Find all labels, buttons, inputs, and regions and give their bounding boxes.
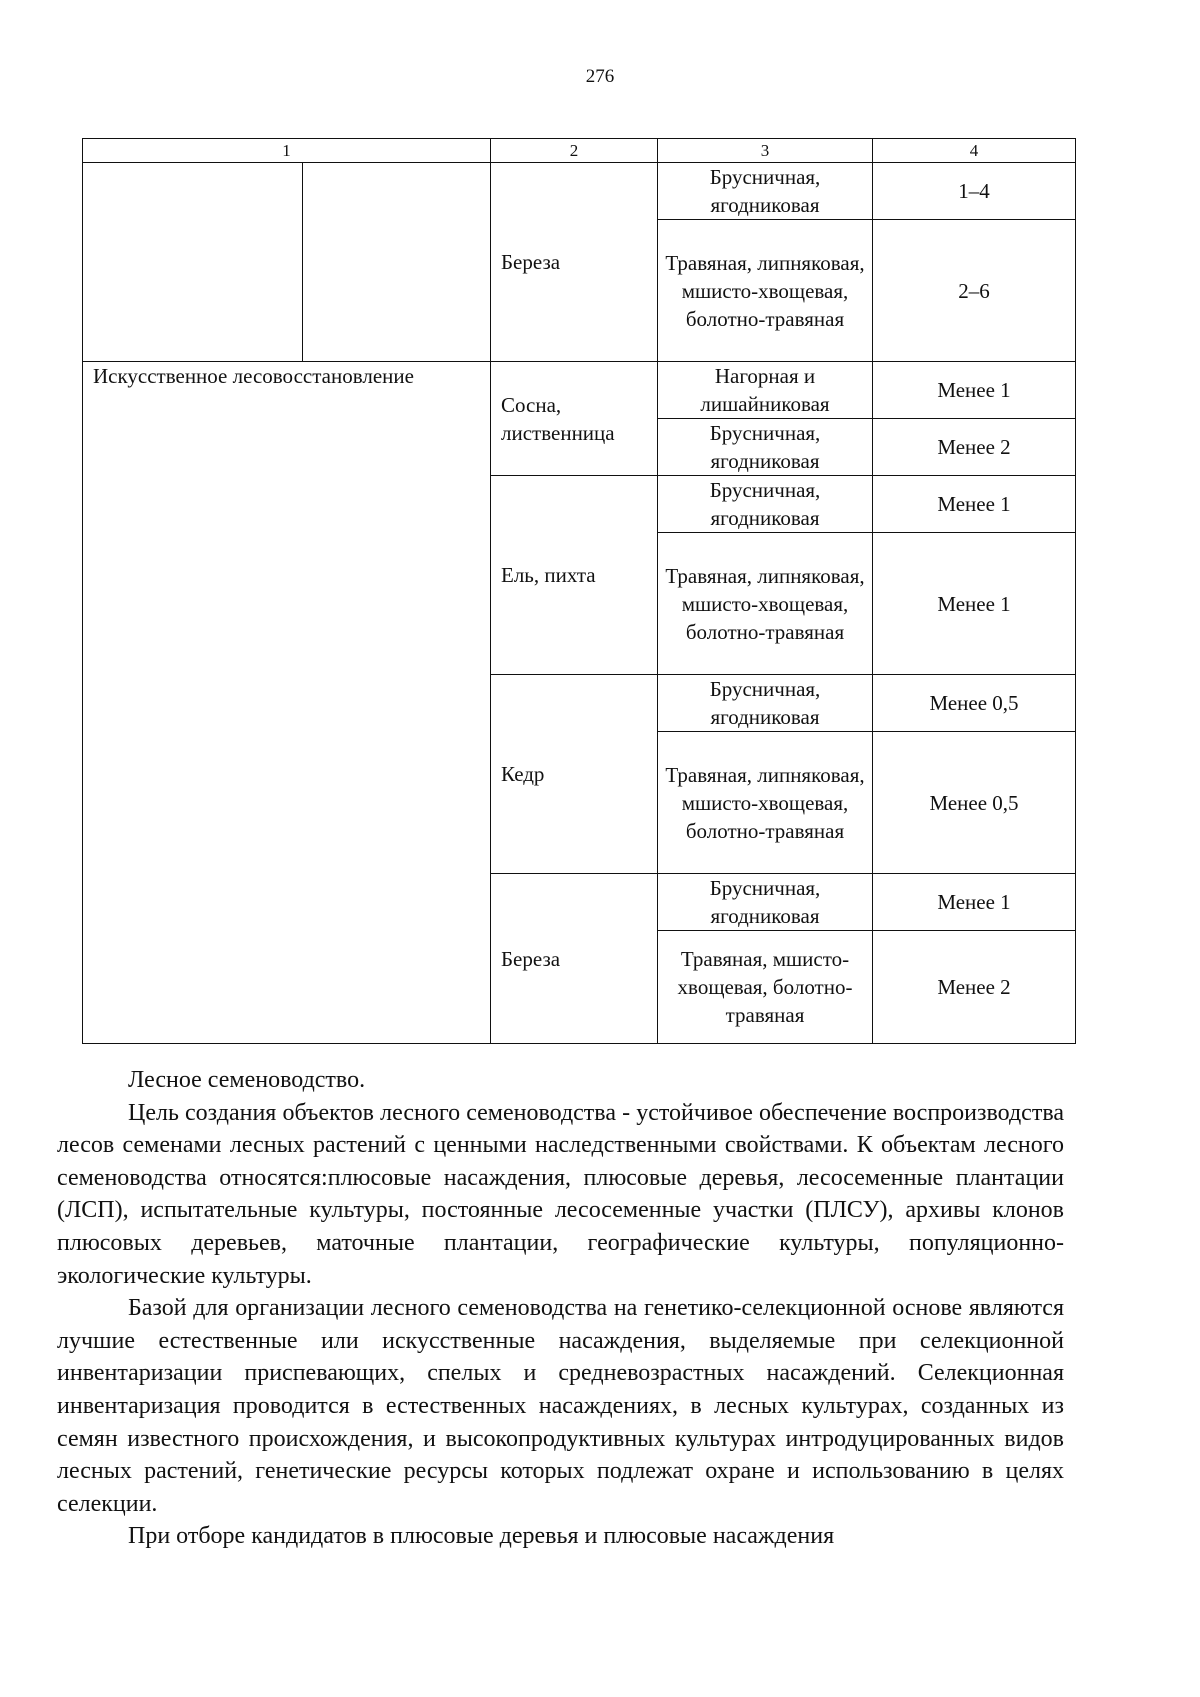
forest-type-cell: Травяная, липняковая, мшисто-хвощевая, болотно-травяная bbox=[658, 533, 873, 675]
value-cell: Менее 2 bbox=[873, 931, 1076, 1044]
body-text bbox=[57, 1064, 1064, 1553]
forest-type-cell: Брусничная, ягодниковая bbox=[658, 419, 873, 476]
paragraph: При отборе кандидатов в плюсовые деревья и плюсовые насаждения bbox=[128, 1523, 835, 1550]
forest-type-cell: Брусничная, ягодниковая bbox=[658, 163, 873, 220]
value-cell: Менее 0,5 bbox=[873, 732, 1076, 874]
empty-subtype-cell bbox=[303, 163, 491, 362]
value-cell: Менее 1 bbox=[873, 362, 1076, 419]
forest-regeneration-table bbox=[82, 138, 1076, 1044]
method-cell: Искусственное лесовосстановление bbox=[83, 362, 491, 1044]
value-cell: Менее 1 bbox=[873, 874, 1076, 931]
section-heading: Лесное семеноводство. bbox=[128, 1067, 366, 1093]
value-cell: Менее 1 bbox=[873, 533, 1076, 675]
column-number-4: 4 bbox=[873, 139, 1076, 163]
forest-type-cell: Брусничная, ягодниковая bbox=[658, 476, 873, 533]
paragraph: Базой для организации лесного семеноводства на генетико-селекционной основе являются лучшие естественные или искусственные насаждения, выделяемые при селекционной инвентаризации приспевающих, спелых и средневозрастных насаждений. Селекционная инвентаризация проводится в естественных насаждениях, в лесных культурах, созданных из семян известного происхождения, и высокопродуктивных культурах интродуцированных видов лесных растений, генетические ресурсы которых подлежат охране и использованию в целях селекции. bbox=[57, 1295, 1064, 1517]
empty-method-cell bbox=[83, 163, 303, 362]
species-cell: Ель, пихта bbox=[491, 476, 658, 675]
species-cell: Сосна, лиственница bbox=[491, 362, 658, 476]
column-number-1: 1 bbox=[83, 139, 491, 163]
species-cell: Береза bbox=[491, 874, 658, 1044]
column-number-2: 2 bbox=[491, 139, 658, 163]
forest-type-cell: Брусничная, ягодниковая bbox=[658, 874, 873, 931]
value-cell: 2–6 bbox=[873, 220, 1076, 362]
value-cell: Менее 0,5 bbox=[873, 675, 1076, 732]
column-number-3: 3 bbox=[658, 139, 873, 163]
table-row bbox=[83, 163, 1076, 220]
paragraph: Цель создания объектов лесного семеноводства - устойчивое обеспечение воспроизводства лесов семенами лесных растений с ценными наследственными свойствами. К объектам лесного семеноводства относятся:плюсовые насаждения, плюсовые деревья, лесосеменные плантации (ЛСП), испытательные культуры, постоянные лесосеменные участки (ПЛСУ), архивы клонов плюсовых деревьев, маточные плантации, географические культуры, популяционно-экологические культуры. bbox=[57, 1099, 1064, 1289]
forest-type-cell: Брусничная, ягодниковая bbox=[658, 675, 873, 732]
page-number: 276 bbox=[585, 66, 615, 87]
species-cell: Кедр bbox=[491, 675, 658, 874]
forest-type-cell: Нагорная и лишайниковая bbox=[658, 362, 873, 419]
table-row bbox=[83, 362, 1076, 419]
value-cell: 1–4 bbox=[873, 163, 1076, 220]
forest-type-cell: Травяная, липняковая, мшисто-хвощевая, болотно-травяная bbox=[658, 732, 873, 874]
table-header-row bbox=[83, 139, 1076, 163]
value-cell: Менее 2 bbox=[873, 419, 1076, 476]
forest-type-cell: Травяная, мшисто-хвощевая, болотно-травяная bbox=[658, 931, 873, 1044]
value-cell: Менее 1 bbox=[873, 476, 1076, 533]
species-cell: Береза bbox=[491, 163, 658, 362]
forest-type-cell: Травяная, липняковая, мшисто-хвощевая, болотно-травяная bbox=[658, 220, 873, 362]
